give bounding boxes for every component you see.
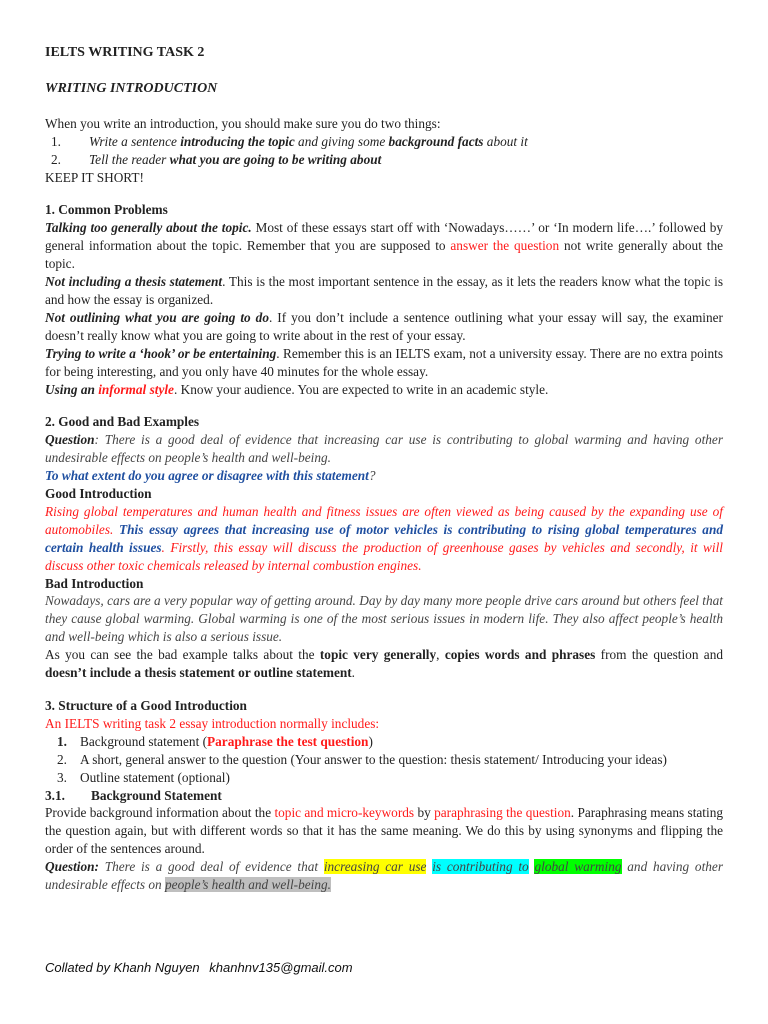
good-intro-heading: Good Introduction — [45, 486, 152, 502]
list-item: 1. Background statement (Paraphrase the test question) — [57, 733, 373, 749]
section-3-heading: 3. Structure of a Good Introduction — [45, 698, 247, 713]
footer-email: khanhnv135@gmail.com — [209, 960, 353, 975]
keep-short-text: KEEP IT SHORT! — [45, 169, 144, 185]
highlighted-question: Question: There is a good deal of evidence that increasing car use is contributing to global warming and having other undesirable effects on people’s health and well-being. — [45, 859, 723, 893]
problem-2: Not including a thesis statement. This is the most important sentence in the essay, as it lets the readers know what the topic is and how the essay is organized. — [45, 274, 724, 307]
problem-5: Using an informal style. Know your audience. You are expected to write in an academic style. — [45, 381, 549, 397]
question-text: Question: There is a good deal of evidence that increasing car use is contributing to global warming and having other undesirable effects on people’s health and well-being. — [45, 432, 723, 466]
two-things-list — [45, 133, 723, 169]
doc-title: IELTS WRITING TASK 2 — [45, 45, 205, 60]
list-item: 2. A short, general answer to the question (Your answer to the question: thesis statement/ Introducing your ideas) — [57, 751, 667, 767]
bad-intro-text: Nowadays, cars are a very popular way of getting around. Day by day many more people drive cars around but others feel that they cause global warming. Global warming is one of the most serious issues in modern life. They also affect people’s health and well-being which is also a serious issue. — [45, 593, 723, 645]
problem-4: Trying to write a ‘hook’ or be entertaining. Remember this is an IELTS exam, not a university essay. There are no extra points for being interesting, and you only have 40 minutes for the whole essay. — [45, 345, 724, 379]
problem-3: Not outlining what you are going to do. If you don’t include a sentence outlining what your essay will say, the examiner doesn’t really know what you are going to write about in the rest of your essay. — [45, 309, 723, 343]
bad-intro-heading: Bad Introduction — [45, 575, 144, 591]
doc-subtitle: WRITING INTRODUCTION — [45, 80, 218, 96]
problem-1: Talking too generally about the topic. Most of these essays start off with ‘Nowadays……’ or ‘In modern life….’ followed by general information about the topic. Remember that you are supposed to answer the question not write generally about the topic. — [45, 220, 723, 272]
background-statement-text: Provide background information about the topic and micro-keywords by paraphrasing the question. Paraphrasing means stating the question again, but with different words so that it has the same meaning. We do this by using synonyms and flipping the order of the sentences around. — [45, 805, 723, 857]
examples-conclusion: As you can see the bad example talks about the topic very generally, copies words and phrases from the question and doesn’t include a thesis statement or outline statement. — [45, 647, 723, 681]
good-intro-text: Rising global temperatures and human health and fitness issues are often viewed as being caused by the expanding use of automobiles. This essay agrees that increasing use of motor vehicles is contributing to rising global temperatures and certain health issues. Firstly, this essay will discuss the production of greenhouse gases by vehicles and secondly, it will discuss other toxic chemicals released by internal combustion engines. — [45, 503, 723, 573]
structure-list — [45, 733, 723, 787]
list-item: 3. Outline statement (optional) — [57, 769, 230, 785]
footer-author: Collated by Khanh Nguyen — [45, 960, 200, 975]
intro-text: When you write an introduction, you should make sure you do two things: — [45, 115, 441, 131]
document-body — [45, 44, 723, 894]
list-item: 2. Tell the reader what you are going to be writing about — [51, 151, 382, 167]
section-1-heading: 1. Common Problems — [45, 202, 168, 218]
section-2-heading: 2. Good and Bad Examples — [45, 414, 200, 430]
subsection-3-1-heading: 3.1. Background Statement — [45, 787, 222, 803]
page-footer — [45, 960, 359, 975]
list-item: 1. Write a sentence introducing the topic and giving some background facts about it — [51, 133, 528, 149]
question-prompt: To what extent do you agree or disagree with this statement? — [45, 468, 376, 484]
structure-lead: An IELTS writing task 2 essay introduction normally includes: — [45, 715, 380, 731]
